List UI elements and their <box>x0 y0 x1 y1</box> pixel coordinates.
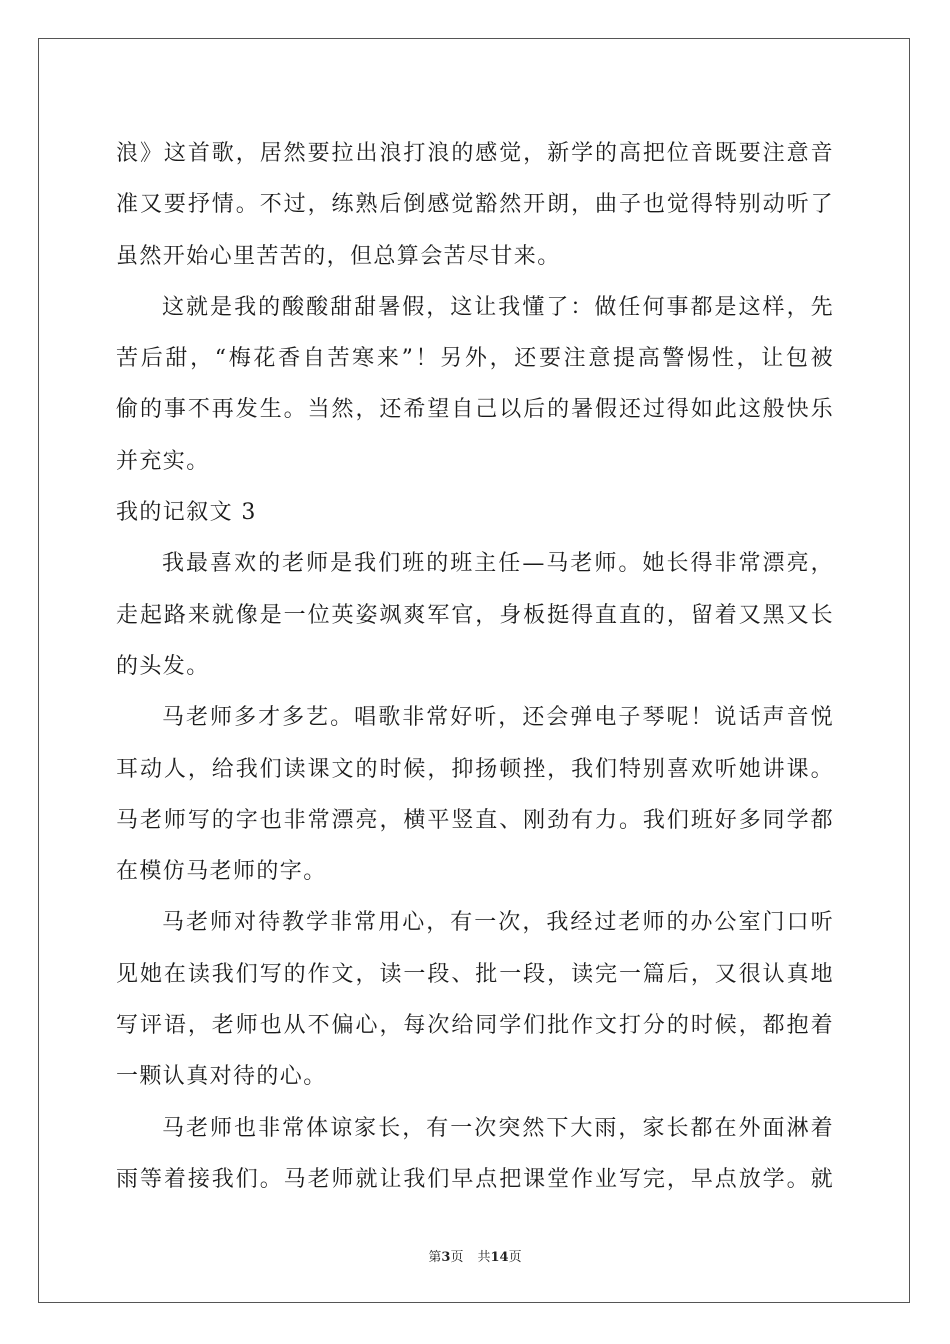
text-line: 准又要抒情。不过，练熟后倒感觉豁然开朗，曲子也觉得特别动听了 <box>116 192 834 218</box>
text-line: 并充实。 <box>116 448 210 474</box>
document-body <box>116 128 834 1205</box>
section-heading: 我的记叙文 3 <box>116 500 257 526</box>
text-line: 马老师多才多艺。唱歌非常好听，还会弹电子琴呢！说话声音悦 <box>162 705 834 731</box>
text-line: 见她在读我们写的作文，读一段、批一段，读完一篇后，又很认真地 <box>116 961 834 987</box>
text-line: 马老师也非常体谅家长，有一次突然下大雨，家长都在外面淋着 <box>162 1115 834 1141</box>
text-line: 苦后甜，“梅花香自苦寒来”！另外，还要注意提高警惕性，让包被 <box>116 346 834 372</box>
text-line: 走起路来就像是一位英姿飒爽军官，身板挺得直直的，留着又黑又长 <box>116 602 834 628</box>
text-line: 雨等着接我们。马老师就让我们早点把课堂作业写完，早点放学。就 <box>116 1166 834 1192</box>
page-unit: 页 <box>450 1250 464 1265</box>
text-line: 一颗认真对待的心。 <box>116 1064 327 1090</box>
text-line: 这就是我的酸酸甜甜暑假，这让我懂了：做任何事都是这样，先 <box>162 294 834 320</box>
text-line: 马老师对待教学非常用心，有一次，我经过老师的办公室门口听 <box>162 910 834 936</box>
text-line: 浪》这首歌，居然要拉出浪打浪的感觉，新学的高把位音既要注意音 <box>116 141 834 166</box>
page-current: 3 <box>441 1250 451 1265</box>
text-line: 偷的事不再发生。当然，还希望自己以后的暑假还过得如此这般快乐 <box>116 397 834 423</box>
text-line: 我最喜欢的老师是我们班的班主任—马老师。她长得非常漂亮， <box>162 551 834 577</box>
text-line: 在模仿马老师的字。 <box>116 859 327 885</box>
text-line: 的头发。 <box>116 653 210 679</box>
total-unit: 页 <box>508 1250 522 1265</box>
total-prefix: 共 <box>477 1250 491 1265</box>
page-total: 14 <box>490 1250 509 1265</box>
text-line: 马老师写的字也非常漂亮，横平竖直、刚劲有力。我们班好多同学都 <box>116 807 834 833</box>
page-footer <box>0 1246 950 1265</box>
text-line: 写评语，老师也从不偏心，每次给同学们批作文打分的时候，都抱着 <box>116 1013 834 1039</box>
page-prefix: 第 <box>428 1250 442 1265</box>
text-line: 耳动人，给我们读课文的时候，抑扬顿挫，我们特别喜欢听她讲课。 <box>116 756 834 782</box>
text-line: 虽然开始心里苦苦的，但总算会苦尽甘来。 <box>116 243 561 269</box>
